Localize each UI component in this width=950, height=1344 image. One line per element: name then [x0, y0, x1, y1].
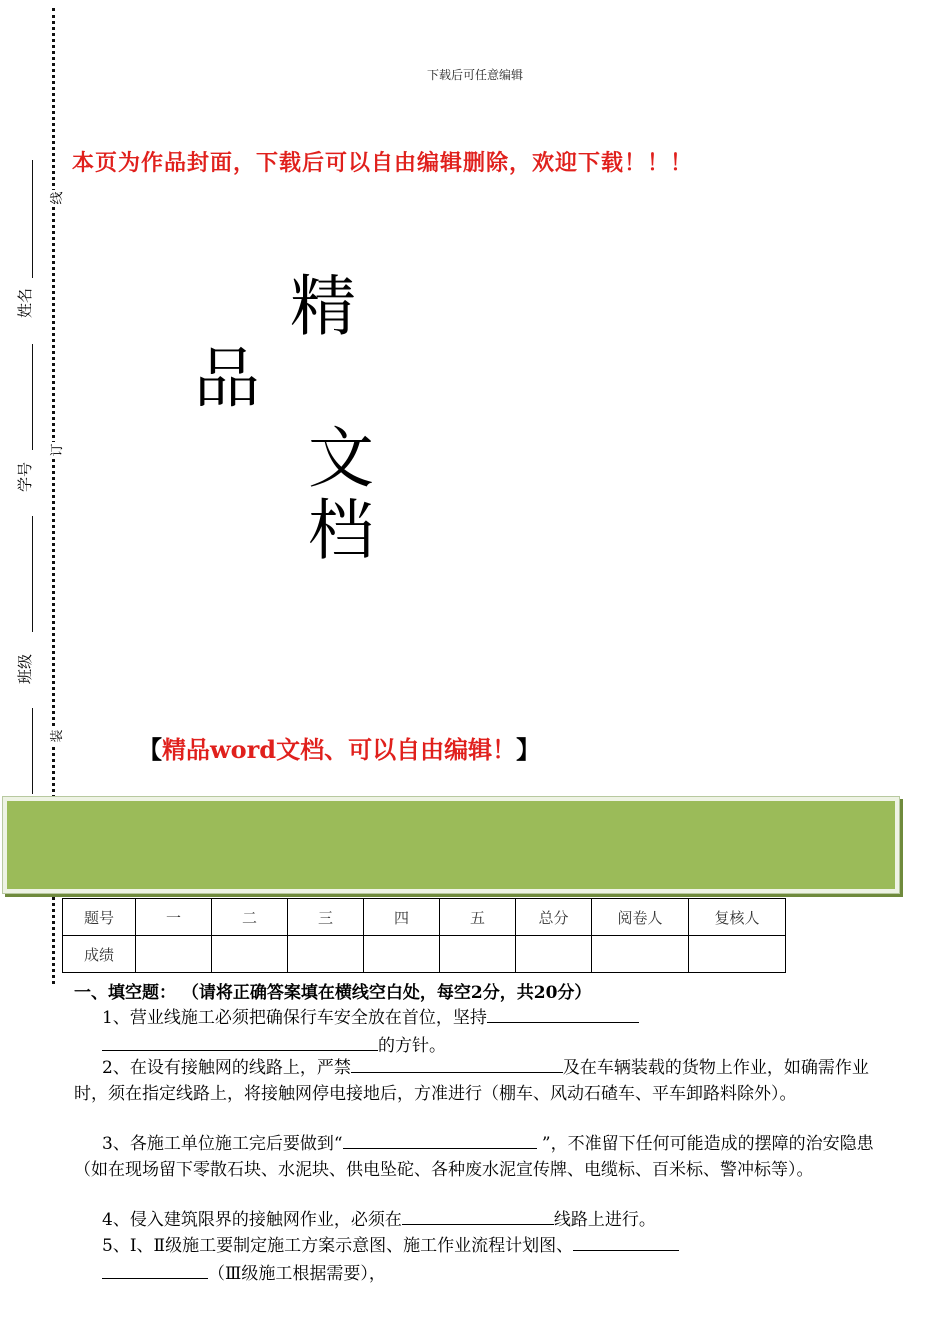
score-header-cell: 题号	[63, 899, 136, 936]
score-row-label: 成绩	[63, 936, 136, 973]
title-char-3: 文	[308, 420, 374, 497]
q4-text-b: 线路上进行。	[553, 1210, 656, 1230]
question-4	[74, 1206, 894, 1234]
q1-blank-2[interactable]	[102, 1032, 378, 1051]
score-table	[62, 898, 786, 973]
student-id-label: 学号	[16, 461, 34, 492]
banner-open-bracket: 【	[138, 735, 162, 764]
q5-text-a: 5、Ⅰ、Ⅱ级施工要制定施工方案示意图、施工作业流程计划图、	[102, 1236, 574, 1256]
header-note: 下载后可任意编辑	[426, 68, 523, 82]
score-cell[interactable]	[288, 936, 364, 973]
score-header-cell: 四	[364, 899, 440, 936]
score-cell[interactable]	[364, 936, 440, 973]
q5-blank-1[interactable]	[573, 1232, 679, 1251]
question-2	[74, 1054, 894, 1107]
binding-line	[32, 516, 33, 632]
class-label: 班级	[16, 653, 34, 684]
section-title: 一、填空题： （请将正确答案填在横线空白处，每空2分，共20分）	[74, 983, 592, 1003]
binding-marker-line: 线	[50, 191, 65, 205]
q3-text-a: 3、各施工单位施工完后要做到“	[102, 1134, 343, 1154]
score-header-cell: 一	[136, 899, 212, 936]
binding-marker-bind: 装	[50, 729, 65, 743]
binding-marker-staple: 订	[50, 443, 65, 457]
score-header-cell: 阅卷人	[592, 899, 689, 936]
score-table-header-row	[63, 899, 786, 936]
question-1	[74, 1004, 894, 1059]
q1-text-b: 的方针。	[378, 1035, 446, 1056]
q1-blank-1[interactable]	[487, 1004, 639, 1023]
score-cell[interactable]	[516, 936, 592, 973]
binding-line	[32, 344, 33, 450]
cover-notice: 本页为作品封面，下载后可以自由编辑删除，欢迎下载！！！	[72, 150, 694, 176]
q2-text-a: 2、在设有接触网的线路上，严禁	[102, 1058, 351, 1078]
binding-line	[32, 708, 33, 794]
question-3	[74, 1130, 894, 1183]
q3-blank[interactable]	[343, 1130, 537, 1149]
q5-text-b: （Ⅲ级施工根据需要），	[208, 1263, 386, 1284]
question-5	[74, 1232, 894, 1287]
q3-text-b: ”，不准留下任何可能造成的摆障的治安隐患（如在现场留下零散石块、水泥块、供电坠砣、各种废水泥宣传牌、电缆标、百米标、警冲标等）。	[74, 1134, 874, 1180]
q2-blank[interactable]	[351, 1054, 563, 1073]
editable-banner	[138, 730, 540, 765]
score-header-cell: 复核人	[689, 899, 786, 936]
name-label: 姓名	[16, 287, 34, 318]
score-cell[interactable]	[592, 936, 689, 973]
title-char-1: 精	[290, 268, 356, 345]
q1-text-a: 1、营业线施工必须把确保行车安全放在首位，坚持	[102, 1008, 487, 1028]
title-char-4: 档	[308, 492, 374, 569]
score-cell[interactable]	[212, 936, 288, 973]
title-char-2: 品	[194, 340, 260, 417]
q5-blank-2[interactable]	[102, 1260, 208, 1279]
banner-close-bracket: 】	[516, 735, 541, 764]
binding-line	[32, 160, 33, 278]
banner-text: 精品word文档、可以自由编辑！	[162, 735, 517, 764]
green-banner	[2, 796, 900, 894]
q2-text-b: 及在车辆装载的货物上作业，如确需作业时，须在指定线路上，将接触网停电接地后，方准进行（棚车、风动石碴车、平车卸路料除外）。	[74, 1058, 869, 1104]
score-header-cell: 五	[440, 899, 516, 936]
score-table-row	[63, 936, 786, 973]
score-header-cell: 三	[288, 899, 364, 936]
score-cell[interactable]	[689, 936, 786, 973]
score-header-cell: 二	[212, 899, 288, 936]
score-cell[interactable]	[136, 936, 212, 973]
q4-text-a: 4、侵入建筑限界的接触网作业，必须在	[102, 1210, 402, 1230]
q4-blank[interactable]	[402, 1206, 554, 1225]
score-header-cell: 总分	[516, 899, 592, 936]
score-cell[interactable]	[440, 936, 516, 973]
